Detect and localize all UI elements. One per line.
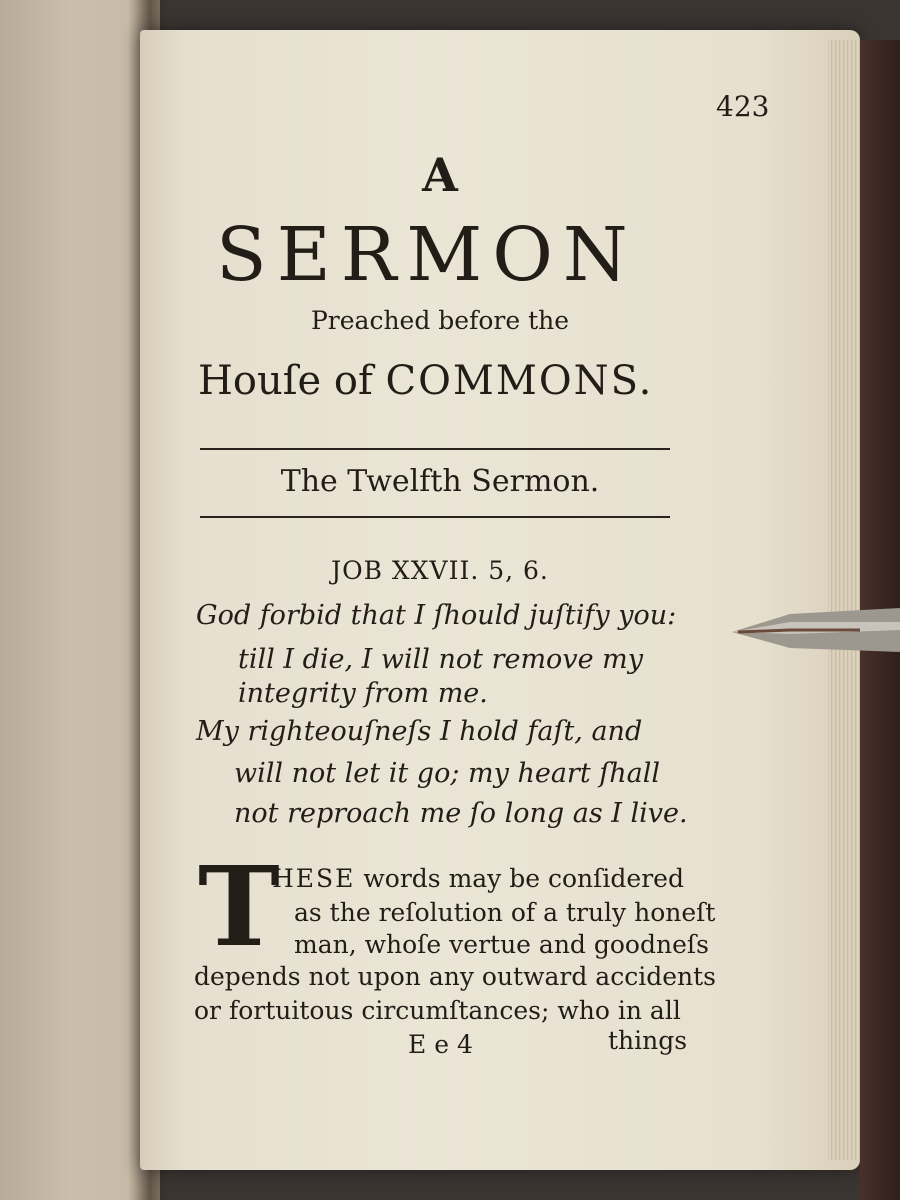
title-house-lower: Houſe of — [198, 358, 386, 404]
body-line: man, whoſe vertue and goodneſs — [294, 930, 709, 959]
verse-line: My righteouſneſs I hold faſt, and — [196, 716, 643, 747]
subtitle: Preached before the — [310, 306, 570, 335]
drop-cap: T — [198, 842, 280, 971]
verse-line: till I die, I will not remove my — [238, 644, 643, 675]
verse-line: integrity from me. — [238, 678, 488, 709]
page-number: 423 — [716, 90, 770, 123]
verse-line: God forbid that I ſhould juſtify you: — [196, 600, 677, 631]
body-line — [272, 864, 684, 893]
title-house-caps: COMMONS. — [385, 358, 654, 404]
title-article: A — [422, 148, 458, 202]
body-first-rest: words may be conſidered — [355, 864, 684, 893]
body-smallcaps: HESE — [272, 864, 356, 893]
verse-line: will not let it go; my heart ſhall — [234, 758, 661, 789]
rule-top — [200, 448, 670, 450]
title-main: SERMON — [216, 212, 638, 298]
title-house — [198, 358, 653, 404]
verse-line: not reproach me ſo long as I live. — [234, 798, 688, 829]
signature-mark: E e 4 — [408, 1030, 473, 1059]
rule-bottom — [200, 516, 670, 518]
body-line: as the reſolution of a truly honeſt — [294, 898, 716, 927]
catchword: things — [608, 1026, 688, 1055]
sermon-number: The Twelfth Sermon. — [280, 464, 600, 499]
body-line: depends not upon any outward accidents — [194, 962, 716, 991]
body-line: or fortuitous circumſtances; who in all — [194, 996, 681, 1025]
letter-opener — [730, 600, 900, 660]
scripture-reference: JOB XXVII. 5, 6. — [331, 556, 549, 585]
